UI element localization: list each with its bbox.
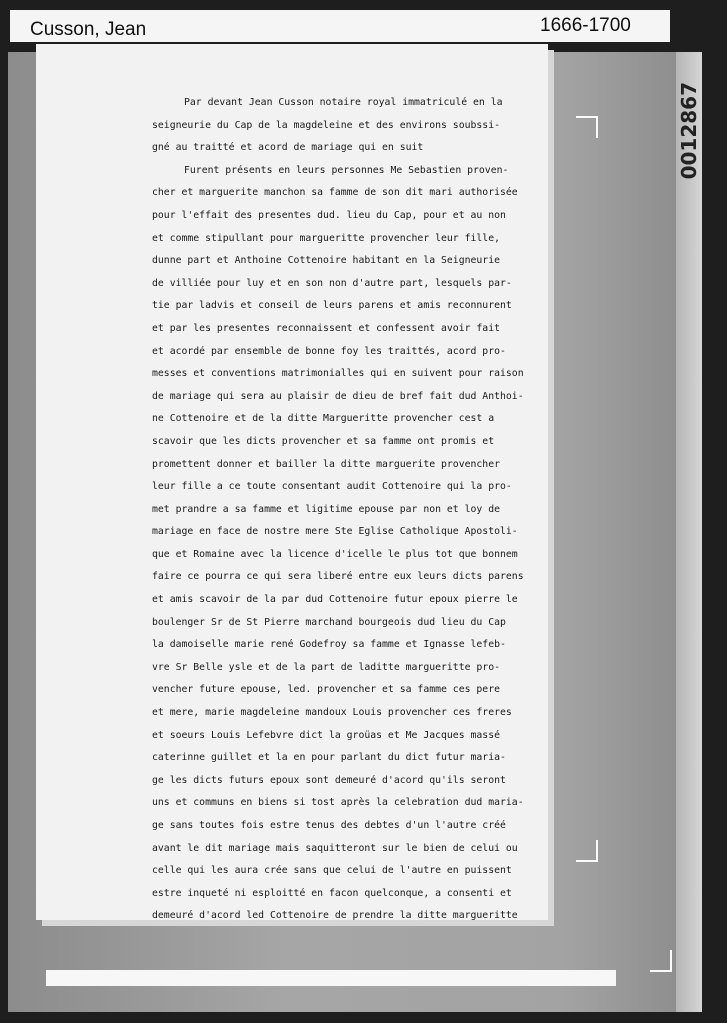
document-line: leur fille a ce toute consentant audit Cottenoire qui la pro-: [152, 481, 512, 493]
document-line: vencher future epouse, led. provencher et sa famme ces pere: [152, 684, 500, 696]
document-line: celle qui les aura crée sans que celui de l'autre en puissent: [152, 865, 512, 877]
document-text: [152, 92, 544, 928]
document-line: et mere, marie magdeleine mandoux Louis provencher ces freres: [152, 707, 512, 719]
document-line: Par devant Jean Cusson notaire royal immatriculé en la: [184, 97, 503, 108]
document-line: scavoir que les dicts provencher et sa famme ont promis et: [152, 435, 495, 447]
document-line: ge sans toutes fois estre tenus des debtes d'un l'autre créé: [152, 820, 506, 831]
document-line: que et Romaine avec la licence d'icelle le plus tot que bonnem: [152, 548, 518, 560]
film-number: 0012867: [677, 82, 701, 180]
document-line: cher et marguerite manchon sa famme de son dit mari authorisée: [152, 187, 518, 199]
document-line: mariage en face de nostre mere Ste Eglise Catholique Apostoli-: [152, 526, 518, 538]
document-line: de villiée pour luy et en son non d'autre part, lesquels par-: [152, 277, 512, 289]
document-line: dunne part et Anthoine Cottenoire habitant en la Seigneurie: [152, 255, 500, 267]
document-page: [36, 44, 548, 920]
document-line: la damoiselle marie rené Godefroy sa famme et Ignasse lefeb-: [152, 639, 506, 651]
document-line: et soeurs Louis Lefebvre dict la groüas et Me Jacques massé: [152, 729, 500, 741]
document-line: ge les dicts futurs epoux sont demeuré d'acord qu'ils seront: [152, 774, 506, 786]
document-line: messes et conventions matrimonialles qui en suivent pour raison: [152, 368, 524, 380]
document-line: estre inqueté ni esploitté en facon quelconque, a consenti et: [152, 887, 512, 899]
document-line: et comme stipullant pour margueritte provencher leur fille,: [152, 232, 500, 244]
document-line: ne Cottenoire et de la ditte Margueritte provencher cest a: [152, 413, 495, 425]
document-line: de mariage qui sera au plaisir de dieu de bref fait dud Anthoi-: [152, 390, 524, 402]
corner-mark-top-right: [576, 116, 598, 138]
document-line: et par les presentes reconnaissent et confessent avoir fait: [152, 322, 500, 334]
document-line: demeuré d'acord led Cottenoire de prendre la ditte margueritte: [152, 910, 518, 922]
document-line: pour l'effait des presentes dud. lieu du Cap, pour et au non: [152, 209, 506, 221]
document-line: met prandre a sa famme et ligitime epouse par non et loy de: [152, 503, 500, 515]
document-line: Furent présents en leurs personnes Me Sebastien proven-: [184, 164, 509, 176]
document-line: faire ce pourra ce qui sera liberé entre eux leurs dicts parens: [152, 571, 524, 583]
header-years: 1666-1700: [540, 15, 631, 36]
document-line: promettent donner et bailler la ditte marguerite provencher: [152, 458, 500, 470]
document-line: gné au traitté et acord de mariage qui en suit: [152, 142, 424, 154]
corner-mark-bottom-right: [576, 840, 598, 862]
document-line: tie par ladvis et conseil de leurs parens et amis reconnurent: [152, 300, 512, 312]
document-line: uns et communs en biens si tost après la celebration dud maria-: [152, 797, 524, 809]
document-line: seigneurie du Cap de la magdeleine et des environs soubssi-: [152, 119, 500, 131]
document-line: boulenger Sr de St Pierre marchand bourgeois dud lieu du Cap: [152, 616, 506, 628]
document-line: avant le dit mariage mais saquitteront sur le bien de celui ou: [152, 842, 518, 854]
corner-mark-frame-bottom-right: [650, 950, 672, 972]
document-line: caterinne guillet et la en pour parlant du dict futur maria-: [152, 752, 506, 764]
header-name: Cusson, Jean: [30, 19, 147, 40]
document-line: et acordé par ensemble de bonne foy les traittés, acord pro-: [152, 345, 506, 357]
document-line: vre Sr Belle ysle et de la part de laditte margueritte pro-: [152, 661, 500, 673]
document-line: et amis scavoir de la par dud Cottenoire futur epoux pierre le: [152, 594, 518, 606]
film-edge-strip: [676, 52, 702, 1012]
bottom-strip: [46, 970, 616, 986]
